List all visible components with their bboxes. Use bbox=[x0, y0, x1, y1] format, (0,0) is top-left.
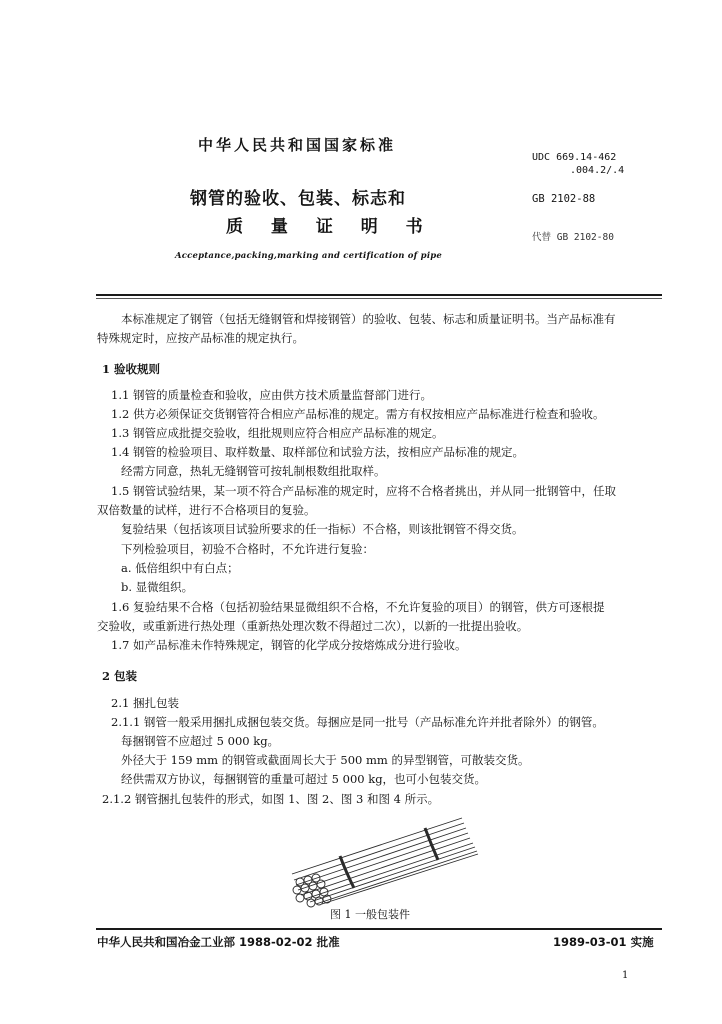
footer-rule bbox=[96, 928, 662, 930]
clause-1-4-note: 经需方同意，热轧无缝钢管可按轧制根数组批取样。 bbox=[121, 464, 386, 478]
clause-2-1-1-line3: 外径大于 159 mm 的钢管或截面周长大于 500 mm 的异型钢管，可散装交货。 bbox=[121, 753, 530, 767]
figure-1-caption: 图 1 一般包装件 bbox=[330, 908, 410, 921]
gb-number: GB 2102-88 bbox=[532, 193, 596, 205]
standard-title: 中华人民共和国国家标准 bbox=[198, 136, 397, 154]
section-heading-1: 1 验收规则 bbox=[102, 362, 161, 376]
clause-1-5-item-b: b. 显微组织。 bbox=[121, 580, 194, 594]
clause-1-5-retest: 复验结果（包括该项目试验所要求的任一指标）不合格，则该批钢管不得交货。 bbox=[121, 522, 524, 536]
clause-1-3: 1.3 钢管应成批提交验收，组批规则应符合相应产品标准的规定。 bbox=[111, 426, 444, 440]
udc-code-line2: .004.2/.4 bbox=[570, 165, 625, 176]
clause-2-1-2: 2.1.2 钢管捆扎包装件的形式，如图 1、图 2、图 3 和图 4 所示。 bbox=[102, 792, 440, 806]
section-heading-2: 2 包装 bbox=[102, 669, 138, 683]
clause-1-5-line1: 1.5 钢管试验结果，某一项不符合产品标准的规定时，应将不合格者挑出，并从同一批钢管中，任取 bbox=[111, 484, 616, 498]
clause-2-1-1-line2: 每捆钢管不应超过 5 000 kg。 bbox=[121, 734, 280, 748]
clause-2-1: 2.1 捆扎包装 bbox=[111, 696, 179, 710]
clause-2-1-1-line1: 2.1.1 钢管一般采用捆扎成捆包装交货。每捆应是同一批号（产品标准允许并批者除外）的钢管。 bbox=[111, 715, 604, 729]
clause-1-7: 1.7 如产品标准未作特殊规定，钢管的化学成分按熔炼成分进行验收。 bbox=[111, 638, 467, 652]
intro-paragraph-line2: 特殊规定时，应按产品标准的规定执行。 bbox=[97, 331, 304, 345]
udc-code: UDC 669.14-462 bbox=[532, 152, 617, 163]
clause-1-6-line1: 1.6 复验结果不合格（包括初验结果显微组织不合格，不允许复验的项目）的钢管，供方可逐根提 bbox=[111, 600, 605, 614]
clause-1-5-line2: 双倍数量的试样，进行不合格项目的复验。 bbox=[97, 503, 316, 517]
clause-1-5-item-a: a. 低倍组织中有白点； bbox=[121, 561, 239, 575]
clause-1-1: 1.1 钢管的质量检查和验收，应由供方技术质量监督部门进行。 bbox=[111, 388, 432, 402]
clause-1-4: 1.4 钢管的检验项目、取样数量、取样部位和试验方法，按相应产品标准的规定。 bbox=[111, 445, 524, 459]
document-title-line2: 质 量 证 明 书 bbox=[226, 217, 423, 237]
document-title-line1: 钢管的验收、包装、标志和 bbox=[190, 189, 406, 209]
document-title-english: Acceptance,packing,marking and certification of pipe bbox=[175, 251, 443, 261]
intro-paragraph-line1: 本标准规定了钢管（包括无缝钢管和焊接钢管）的验收、包装、标志和质量证明书。当产品标准有 bbox=[121, 312, 616, 326]
clause-2-1-1-line4: 经供需双方协议，每捆钢管的重量可超过 5 000 kg，也可小包装交货。 bbox=[121, 772, 487, 786]
approval-note: 中华人民共和国冶金工业部 1988-02-02 批准 bbox=[97, 935, 340, 949]
clause-1-2: 1.2 供方必须保证交货钢管符合相应产品标准的规定。需方有权按相应产品标准进行检查和验收。 bbox=[111, 407, 605, 421]
effective-date: 1989-03-01 实施 bbox=[553, 935, 654, 949]
pipe-bundle-figure bbox=[270, 812, 490, 912]
replaces-note: 代替 GB 2102-80 bbox=[532, 232, 614, 243]
clause-1-5-list-intro: 下列检验项目，初验不合格时，不允许进行复验： bbox=[121, 542, 374, 556]
clause-1-6-line2: 交验收，或重新进行热处理（重新热处理次数不得超过二次），以新的一批提出验收。 bbox=[97, 619, 529, 633]
page-number: 1 bbox=[622, 970, 629, 981]
header-rule-thin bbox=[96, 298, 662, 299]
header-rule bbox=[96, 294, 662, 296]
